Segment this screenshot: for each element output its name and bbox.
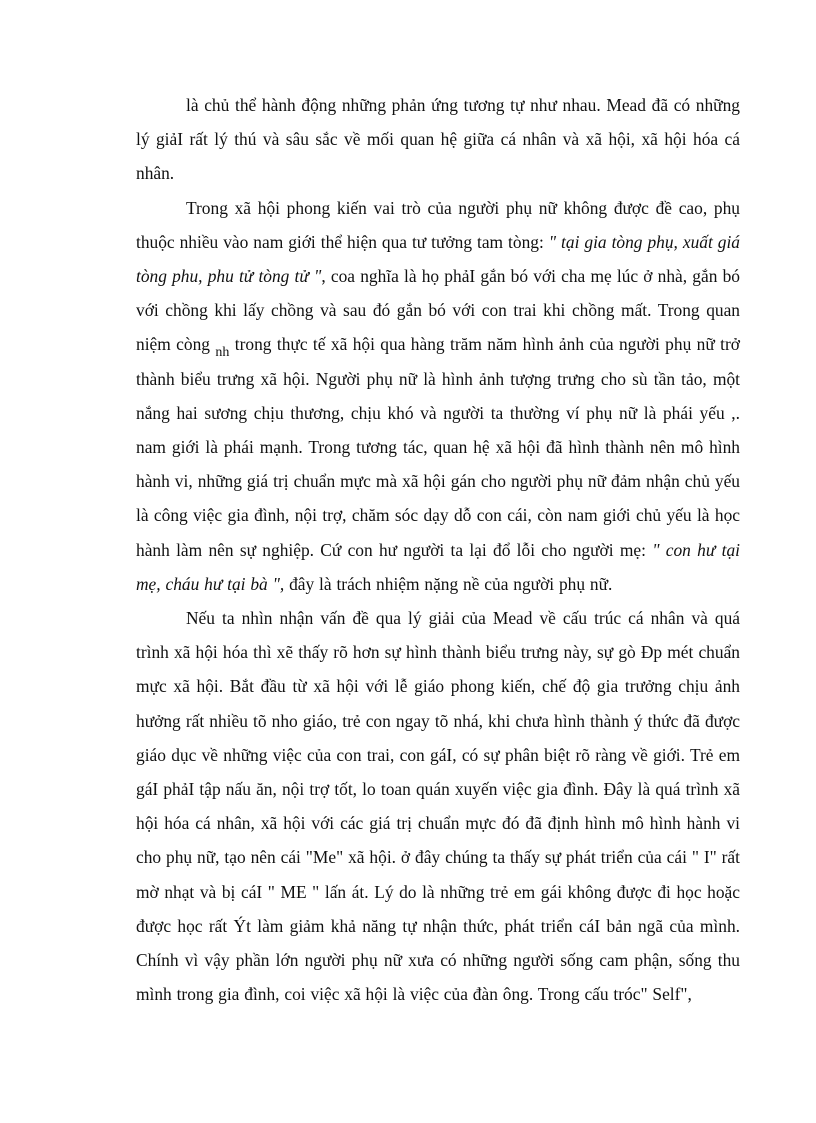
paragraph xyxy=(136,601,740,1011)
text-run: Trong xã hội phong kiến vai trò của người phụ nữ không được đề cao, phụ thuộc nhiều vào nam giới thể hiện qua tư tưởng tam tòng: xyxy=(136,197,740,252)
text-run: trong thực tế xã hội qua hàng trăm năm hình ảnh của người phụ nữ trở thành biểu trưng xã hội. Người phụ nữ là hình ảnh tượng trưng cho sù tần tảo, một nắng hai sương chịu thương, chịu khó và người ta thường ví phụ nữ là phái yếu ,. nam giới là phái mạnh. Trong tương tác, quan hệ xã hội đã hình thành nên mô hình hành vi, những giá trị chuẩn mực mà xã hội gán cho người phụ nữ đảm nhận chủ yếu là công việc gia đình, nội trợ, chăm sóc dạy dỗ con cái, còn nam giới chủ yếu là học hành làm nên sự nghiệp. Cứ con hư người ta lại đổ lỗi cho người mẹ: xyxy=(136,334,740,560)
document-page xyxy=(136,88,740,1011)
italic-quote: " con hư tại mẹ, cháu hư tại bà ", xyxy=(136,539,740,594)
subscript-fragment: nh xyxy=(215,345,230,361)
italic-quote: " tại gia tòng phụ, xuất giá tòng phu, phu tử tòng tử " xyxy=(136,231,740,287)
paragraph xyxy=(136,88,740,191)
paragraph xyxy=(136,191,740,601)
text-run: , coa nghĩa là họ phảI gắn bó với cha mẹ lúc ở nhà, gắn bó với chồng khi lấy chồng và sau đó gắn bó với con trai khi chồng mất. Trong quan niệm còng xyxy=(136,266,740,355)
text-run: Nếu ta nhìn nhận vấn đề qua lý giải của Mead về cấu trúc cá nhân và quá trình xã hội hóa thì xẽ thấy rõ hơn sự hình thành biểu trưng này, sự gò Ðp mét chuẩn mực xã hội. Bắt đầu từ xã hội với lễ giáo phong kiến, chế độ gia trưởng chịu ảnh hưởng rất nhiều tõ nho giáo, trẻ con ngay tõ nhá, khi chưa hình thành ý thức đã được giáo dục về những việc của con trai, con gáI, có sự phân biệt rõ ràng về giới. Trẻ em gáI phảI tập nấu ăn, nội trợ tốt, lo toan quán xuyến việc gia đình. Đây là quá trình xã hội hóa cá nhân, xã hội với các giá trị chuẩn mực đó đã định hình mô hình hành vi cho phụ nữ, tạo nên cái "Me" xã hội. ở đây chúng ta thấy sự phát triển của cái " I" rất mờ nhạt và bị cáI " ME " lấn át. Lý do là những trẻ em gái không được đi học hoặc được học rất Ýt làm giảm khả năng tự nhận thức, phát triển cáI bản ngã của mình. Chính vì vậy phần lớn người phụ nữ xưa có những người sống cam phận, sống thu mình trong gia đình, coi việc xã hội là việc của đàn ông. Trong cấu tróc" Self", xyxy=(136,608,740,1005)
text-run: đây là trách nhiệm nặng nề của người phụ nữ. xyxy=(284,573,613,594)
text-run: là chủ thể hành động những phản ứng tương tự như nhau. Mead đã có những lý giảI rất lý thú và sâu sắc về mối quan hệ giữa cá nhân và xã hội, xã hội hóa cá nhân. xyxy=(136,95,740,184)
